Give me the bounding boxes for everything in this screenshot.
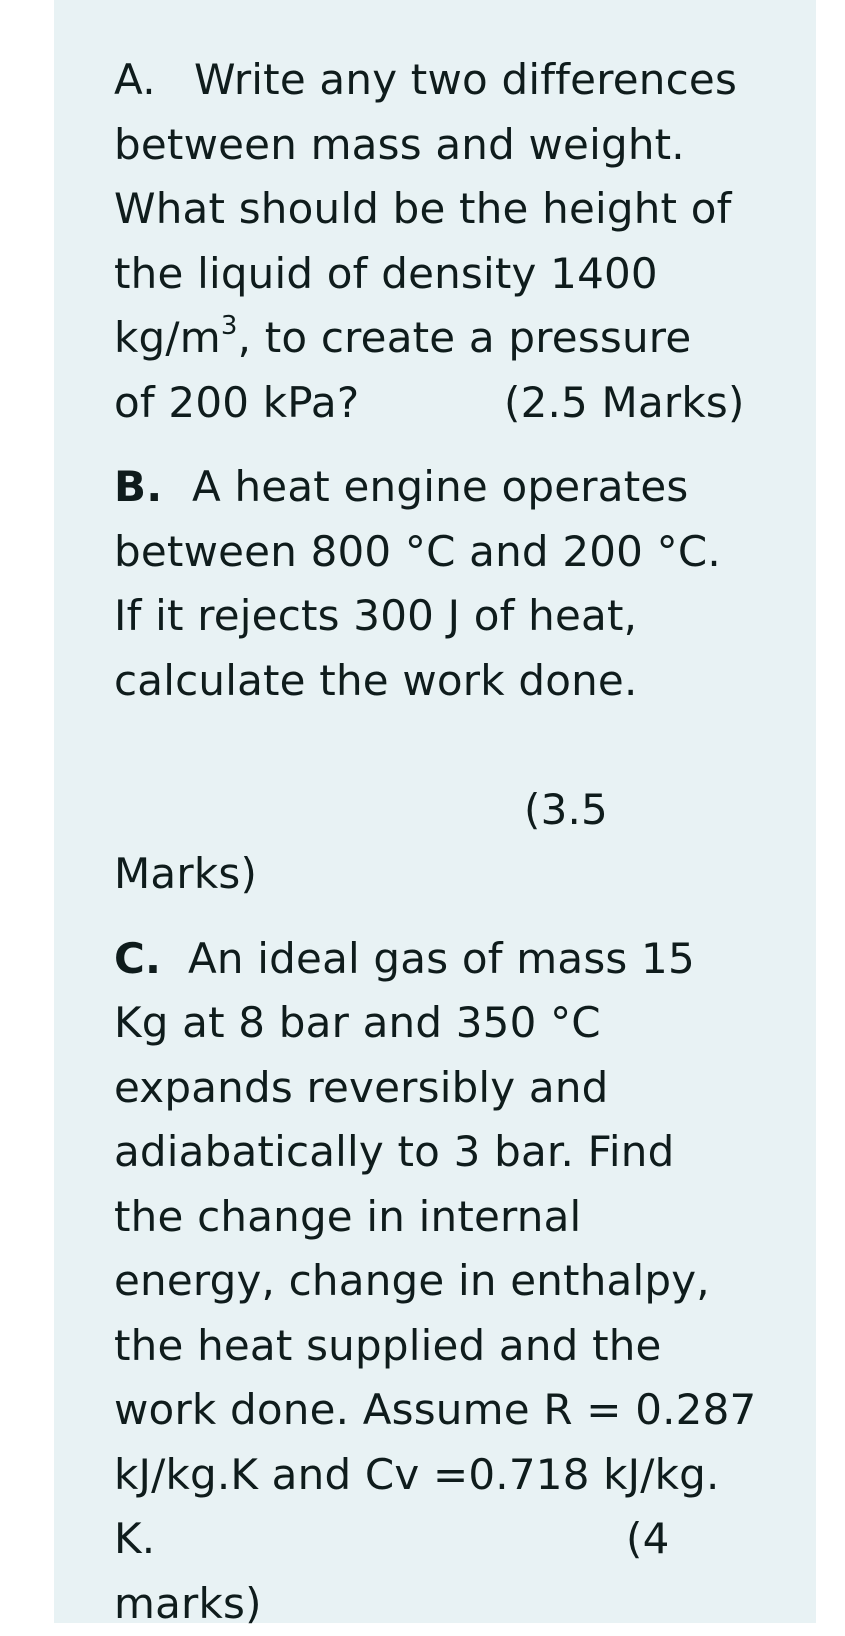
question-a-line-1 — [114, 48, 754, 113]
question-c-marks-1: (4 — [626, 1507, 670, 1572]
question-content — [114, 48, 754, 1636]
question-c-text-6: energy, change in enthalpy, — [114, 1249, 754, 1314]
spacer — [114, 907, 754, 927]
question-a-line-6 — [114, 371, 754, 436]
question-c-line-10 — [114, 1507, 754, 1572]
question-c-label: C. — [114, 927, 188, 992]
question-a-text-5: , to create a pressure — [238, 313, 692, 362]
question-c-text-5: the change in internal — [114, 1185, 754, 1250]
question-b-label: B. — [114, 455, 192, 520]
question-c-text-9: kJ/kg.K and Cv =0.718 kJ/kg. — [114, 1443, 754, 1508]
question-b-marks-2: Marks) — [114, 842, 754, 907]
question-b-line-1 — [114, 455, 754, 520]
question-b-text-3: If it rejects 300 J of heat, — [114, 584, 754, 649]
question-c-text-1: An ideal gas of mass 15 — [188, 934, 695, 983]
question-a-unit-exponent: 3 — [221, 311, 238, 341]
question-b-text-2: between 800 °C and 200 °C. — [114, 520, 754, 585]
question-c — [114, 927, 754, 1636]
spacer — [114, 435, 754, 455]
question-b — [114, 455, 754, 907]
blank-line — [114, 713, 754, 778]
question-c-text-8: work done. Assume R = 0.287 — [114, 1378, 754, 1443]
question-a-line-5 — [114, 306, 754, 371]
question-b-text-4: calculate the work done. — [114, 649, 754, 714]
question-b-marks-line — [114, 778, 754, 843]
question-a-text-3: What should be the height of — [114, 177, 754, 242]
question-a-unit: kg/m — [114, 313, 221, 362]
question-a-text-2: between mass and weight. — [114, 113, 754, 178]
question-a-text-1: Write any two differences — [194, 55, 737, 104]
question-a-marks: (2.5 Marks) — [504, 371, 745, 436]
question-b-marks-1: (3.5 — [524, 778, 608, 843]
question-a — [114, 48, 754, 435]
question-a-label: A. — [114, 48, 194, 113]
question-c-text-10: K. — [114, 1514, 155, 1563]
question-c-text-7: the heat supplied and the — [114, 1314, 754, 1379]
question-b-text-1: A heat engine operates — [192, 462, 689, 511]
question-c-text-3: expands reversibly and — [114, 1056, 754, 1121]
question-c-marks-2: marks) — [114, 1572, 754, 1636]
question-c-text-2: Kg at 8 bar and 350 °C — [114, 991, 754, 1056]
question-c-line-1 — [114, 927, 754, 992]
question-a-text-6: of 200 kPa? — [114, 378, 359, 427]
question-c-text-4: adiabatically to 3 bar. Find — [114, 1120, 754, 1185]
question-a-text-4: the liquid of density 1400 — [114, 242, 754, 307]
